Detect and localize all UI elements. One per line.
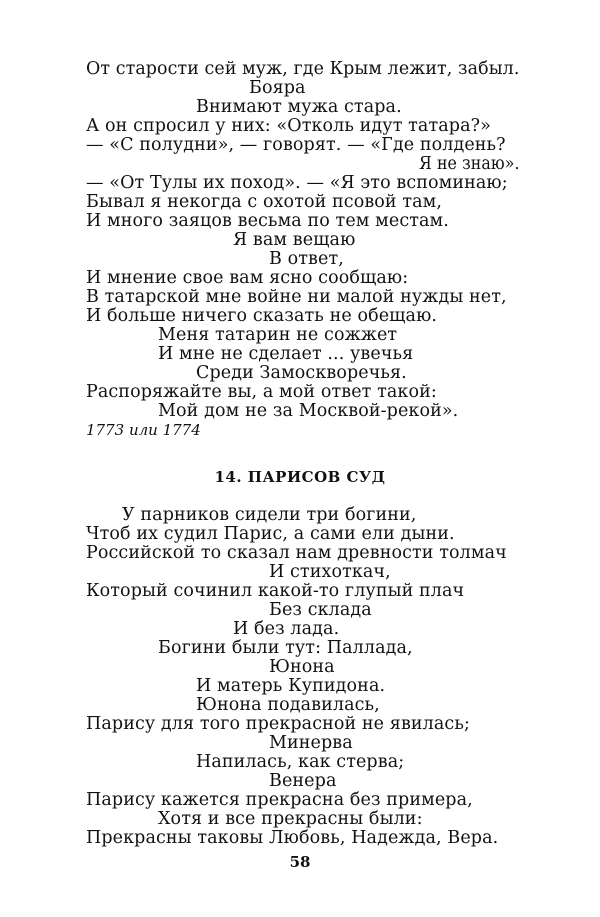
verse-line: И стихоткач, (269, 562, 391, 582)
verse-line: От старости сей муж, где Крым лежит, забыл. (86, 59, 520, 79)
poem-date: 1773 или 1774 (86, 421, 201, 439)
verse-line: Бояра (249, 78, 306, 98)
page-number: 58 (289, 853, 311, 871)
verse-line: Российской то сказал нам древности толмач (86, 543, 507, 563)
verse-line: Чтоб их судил Парис, а сами ели дыни. (86, 524, 455, 544)
verse-line: Я вам вещаю (233, 230, 356, 250)
poem-title: 14. ПАРИСОВ СУД (214, 468, 386, 486)
verse-line: Венера (269, 771, 337, 791)
verse-line: Среди Замоскворечья. (196, 363, 407, 383)
verse-line: И много заяцов весьма по тем местам. (86, 211, 449, 231)
verse-line: Юнона подавилась, (196, 695, 380, 715)
verse-line: Минерва (269, 733, 353, 753)
verse-line: Напилась, как стерва; (196, 752, 405, 772)
verse-line: Юнона (269, 657, 335, 677)
verse-line: И мне не сделает ... увечья (158, 344, 414, 364)
verse-line: Меня татарин не сожжет (158, 325, 398, 345)
verse-line: Я не знаю». (419, 154, 520, 174)
verse-line: Внимают мужа стара. (196, 97, 402, 117)
verse-line: И мнение свое вам ясно сообщаю: (86, 268, 409, 288)
verse-line: В ответ, (269, 249, 344, 269)
verse-line: Прекрасны таковы Любовь, Надежда, Вера. (86, 828, 499, 848)
verse-line: Хотя и все прекрасны были: (158, 809, 423, 829)
verse-line: Распоряжайте вы, а мой ответ такой: (86, 382, 437, 402)
verse-line: Парису для того прекрасной не явилась; (86, 714, 470, 734)
verse-line: И матерь Купидона. (196, 676, 386, 696)
verse-line: У парников сидели три богини, (122, 505, 417, 525)
verse-line: Бывал я некогда с охотой псовой там, (86, 192, 443, 212)
verse-line: А он спросил у них: «Отколь идут татара?» (86, 116, 491, 136)
verse-line: В татарской мне войне ни малой нужды нет, (86, 287, 507, 307)
verse-line: Парису кажется прекрасна без примера, (86, 790, 473, 810)
verse-line: — «От Тулы их поход». — «Я это вспоминаю; (86, 173, 508, 193)
verse-line: Без склада (269, 600, 372, 620)
verse-line: Который сочинил какой-то глупый плач (86, 581, 465, 601)
verse-line: И без лада. (233, 619, 340, 639)
verse-line: И больше ничего сказать не обещаю. (86, 306, 438, 326)
verse-line: Мой дом не за Москвой-рекой». (158, 401, 459, 421)
verse-line: — «С полудни», — говорят. — «Где полдень? (86, 135, 506, 155)
verse-line: Богини были тут: Паллада, (158, 638, 413, 658)
